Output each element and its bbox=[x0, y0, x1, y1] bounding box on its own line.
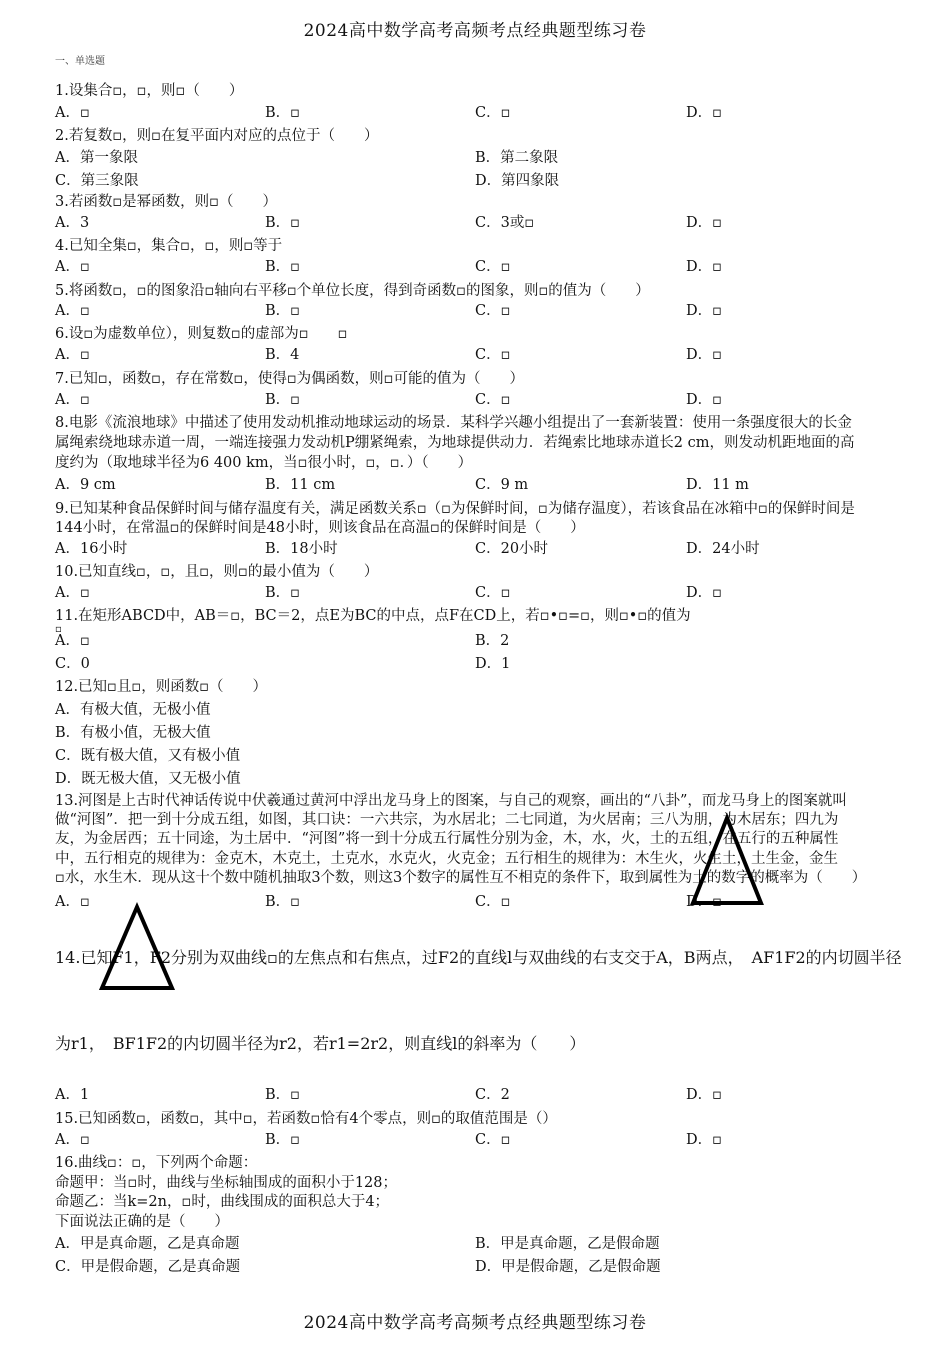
q11-stem-line-2: ▫ bbox=[55, 624, 62, 635]
q1-option-c: C．▫ bbox=[475, 105, 511, 121]
q7-stem: 7.已知▫，函数▫，存在常数▫，使得▫为偶函数，则▫可能的值为（ ） bbox=[55, 371, 524, 387]
q15-option-d: D．▫ bbox=[686, 1132, 722, 1148]
q7-option-b: B．▫ bbox=[265, 392, 300, 408]
q14-option-a: A．1 bbox=[55, 1087, 90, 1103]
q3-option-d: D．▫ bbox=[686, 215, 722, 231]
q8-option-a: A．9 cm bbox=[55, 477, 116, 493]
q14-stem-line-1: 14.已知F1，F2分别为双曲线▫的左焦点和右焦点，过F2的直线l与双曲线的右支交于A，B两点， AF1F2的内切圆半径 bbox=[55, 948, 902, 967]
q13-stem-line-3: 友，为金居西；五十同途，为土居中．“河图”将一到十分成五行属性分别为金，木，水，火，土的五组，在五行的五种属性 bbox=[55, 831, 839, 847]
q10-stem: 10.已知直线▫，▫，且▫，则▫的最小值为（ ） bbox=[55, 564, 379, 580]
q14-stem-line-2: 为r1， BF1F2的内切圆半径为r2，若r1=2r2，则直线l的斜率为（ ） bbox=[55, 1034, 586, 1053]
q6-option-c: C．▫ bbox=[475, 347, 511, 363]
q15-option-b: B．▫ bbox=[265, 1132, 300, 1148]
q9-option-b: B．18小时 bbox=[265, 541, 338, 557]
q15-option-c: C．▫ bbox=[475, 1132, 511, 1148]
q2-option-a: A．第一象限 bbox=[55, 150, 138, 166]
q11-option-c: C．0 bbox=[55, 656, 90, 672]
q13-option-b: B．▫ bbox=[265, 894, 300, 910]
q11-option-a: A．▫ bbox=[55, 633, 90, 649]
q4-option-a: A．▫ bbox=[55, 259, 90, 275]
q11-stem-line-1: 11.在矩形ABCD中，AB＝▫，BC＝2，点E为BC的中点，点F在CD上，若▫•▫=▫，则▫•▫的值为 bbox=[55, 608, 691, 624]
q8-stem-line-3: 度约为（取地球半径为6 400 km，当▫很小时，▫，▫．）（ ） bbox=[55, 455, 473, 471]
q5-option-d: D．▫ bbox=[686, 303, 722, 319]
q16-statement-b: 命题乙：当k=2n，▫时，曲线围成的面积总大于4； bbox=[55, 1194, 390, 1210]
q8-stem-line-1: 8.电影《流浪地球》中描述了使用发动机推动地球运动的场景．某科学兴趣小组提出了一套新装置：使用一条强度很大的长金 bbox=[55, 415, 852, 431]
q13-stem-line-4: 中，五行相克的规律为：金克木，木克土，土克水，水克火，火克金；五行相生的规律为：木生火，火生土，土生金，金生 bbox=[55, 851, 838, 867]
q10-option-c: C．▫ bbox=[475, 585, 511, 601]
q7-option-c: C．▫ bbox=[475, 392, 511, 408]
q5-stem: 5.将函数▫，▫的图象沿▫轴向右平移▫个单位长度，得到奇函数▫的图象，则▫的值为（ ） bbox=[55, 283, 650, 299]
q3-option-c: C．3或▫ bbox=[475, 215, 535, 231]
q1-option-d: D．▫ bbox=[686, 105, 722, 121]
q16-stem-line-4: 下面说法正确的是（ ） bbox=[55, 1214, 229, 1230]
q10-option-a: A．▫ bbox=[55, 585, 90, 601]
q11-option-b: B．2 bbox=[475, 633, 510, 649]
q3-option-a: A．3 bbox=[55, 215, 90, 231]
q16-option-d: D．甲是假命题，乙是假命题 bbox=[475, 1259, 661, 1275]
q13-stem-line-5: ▫水，水生木．现从这十个数中随机抽取3个数，则这3个数字的属性互不相克的条件下，取到属性为土的数字的概率为（ ） bbox=[55, 870, 867, 886]
q8-option-c: C．9 m bbox=[475, 477, 529, 493]
footer-title: 2024高中数学高考高频考点经典题型练习卷 bbox=[303, 1313, 647, 1333]
q4-stem: 4.已知全集▫，集合▫，▫，则▫等于 bbox=[55, 238, 283, 254]
q1-option-b: B．▫ bbox=[265, 105, 300, 121]
q5-option-b: B．▫ bbox=[265, 303, 300, 319]
q3-option-b: B．▫ bbox=[265, 215, 300, 231]
q13-stem-line-1: 13.河图是上古时代神话传说中伏羲通过黄河中浮出龙马身上的图案，与自己的观察，画出的“八卦”，而龙马身上的图案就叫 bbox=[55, 793, 847, 809]
header-title: 2024高中数学高考高频考点经典题型练习卷 bbox=[303, 21, 647, 41]
q10-option-d: D．▫ bbox=[686, 585, 722, 601]
triangle-symbol-icon bbox=[99, 905, 175, 991]
q6-option-d: D．▫ bbox=[686, 347, 722, 363]
triangle-symbol-icon bbox=[690, 816, 764, 906]
q9-stem-line-2: 144小时，在常温▫的保鲜时间是48小时，则该食品在高温▫的保鲜时间是（ ） bbox=[55, 520, 585, 536]
q5-option-a: A．▫ bbox=[55, 303, 90, 319]
q9-option-a: A．16小时 bbox=[55, 541, 128, 557]
q9-option-d: D．24小时 bbox=[686, 541, 760, 557]
q13-option-a: A．▫ bbox=[55, 894, 90, 910]
section-heading: 一、单选题 bbox=[55, 56, 105, 67]
q1-option-a: A．▫ bbox=[55, 105, 90, 121]
q14-option-d: D．▫ bbox=[686, 1087, 722, 1103]
q1-stem: 1.设集合▫，▫，则▫（ ） bbox=[55, 83, 244, 99]
q6-stem: 6.设▫为虚数单位），则复数▫的虚部为▫ ▫ bbox=[55, 326, 348, 342]
q10-option-b: B．▫ bbox=[265, 585, 300, 601]
q14-option-c: C．2 bbox=[475, 1087, 510, 1103]
q8-stem-line-2: 属绳索绕地球赤道一周，一端连接强力发动机P绷紧绳索，为地球提供动力．若绳索比地球赤道长2 cm，则发动机距地面的高 bbox=[55, 435, 855, 451]
q16-option-a: A．甲是真命题，乙是真命题 bbox=[55, 1236, 240, 1252]
q2-option-c: C．第三象限 bbox=[55, 173, 139, 189]
q16-option-b: B．甲是真命题，乙是假命题 bbox=[475, 1236, 660, 1252]
q2-stem: 2.若复数▫，则▫在复平面内对应的点位于（ ） bbox=[55, 128, 379, 144]
q7-option-a: A．▫ bbox=[55, 392, 90, 408]
q15-option-a: A．▫ bbox=[55, 1132, 90, 1148]
q12-option-a: A．有极大值，无极小值 bbox=[55, 702, 211, 718]
q3-stem: 3.若函数▫是幂函数，则▫（ ） bbox=[55, 194, 277, 210]
q12-option-b: B．有极小值，无极大值 bbox=[55, 725, 211, 741]
q4-option-b: B．▫ bbox=[265, 259, 300, 275]
q8-option-d: D．11 m bbox=[686, 477, 749, 493]
q9-stem-line-1: 9.已知某种食品保鲜时间与储存温度有关，满足函数关系▫（▫为保鲜时间，▫为储存温度），若该食品在冰箱中▫的保鲜时间是 bbox=[55, 501, 855, 517]
q5-option-c: C．▫ bbox=[475, 303, 511, 319]
q12-option-d: D．既无极大值，又无极小值 bbox=[55, 771, 241, 787]
q4-option-d: D．▫ bbox=[686, 259, 722, 275]
q16-option-c: C．甲是假命题，乙是真命题 bbox=[55, 1259, 241, 1275]
q7-option-d: D．▫ bbox=[686, 392, 722, 408]
q13-option-c: C．▫ bbox=[475, 894, 511, 910]
q14-option-b: B．▫ bbox=[265, 1087, 300, 1103]
q2-option-b: B．第二象限 bbox=[475, 150, 559, 166]
q6-option-b: B．4 bbox=[265, 347, 300, 363]
q16-statement-a: 命题甲：当▫时，曲线与坐标轴围成的面积小于128； bbox=[55, 1175, 398, 1191]
q12-stem: 12.已知▫且▫，则函数▫（ ） bbox=[55, 679, 268, 695]
q15-stem: 15.已知函数▫，函数▫，其中▫，若函数▫恰有4个零点，则▫的取值范围是（） bbox=[55, 1111, 557, 1127]
q6-option-a: A．▫ bbox=[55, 347, 90, 363]
q16-stem-line-1: 16.曲线▫：▫，下列两个命题： bbox=[55, 1155, 258, 1171]
q9-option-c: C．20小时 bbox=[475, 541, 549, 557]
q11-option-d: D．1 bbox=[475, 656, 511, 672]
q8-option-b: B．11 cm bbox=[265, 477, 336, 493]
q13-stem-line-2: 做“河图”．把一到十分成五组，如图，其口诀：一六共宗，为水居北；二七同道，为火居南；三八为朋，为木居东；四九为 bbox=[55, 812, 839, 828]
q12-option-c: C．既有极大值，又有极小值 bbox=[55, 748, 241, 764]
q2-option-d: D．第四象限 bbox=[475, 173, 560, 189]
q13-option-d: D．▫ bbox=[686, 894, 722, 910]
q4-option-c: C．▫ bbox=[475, 259, 511, 275]
